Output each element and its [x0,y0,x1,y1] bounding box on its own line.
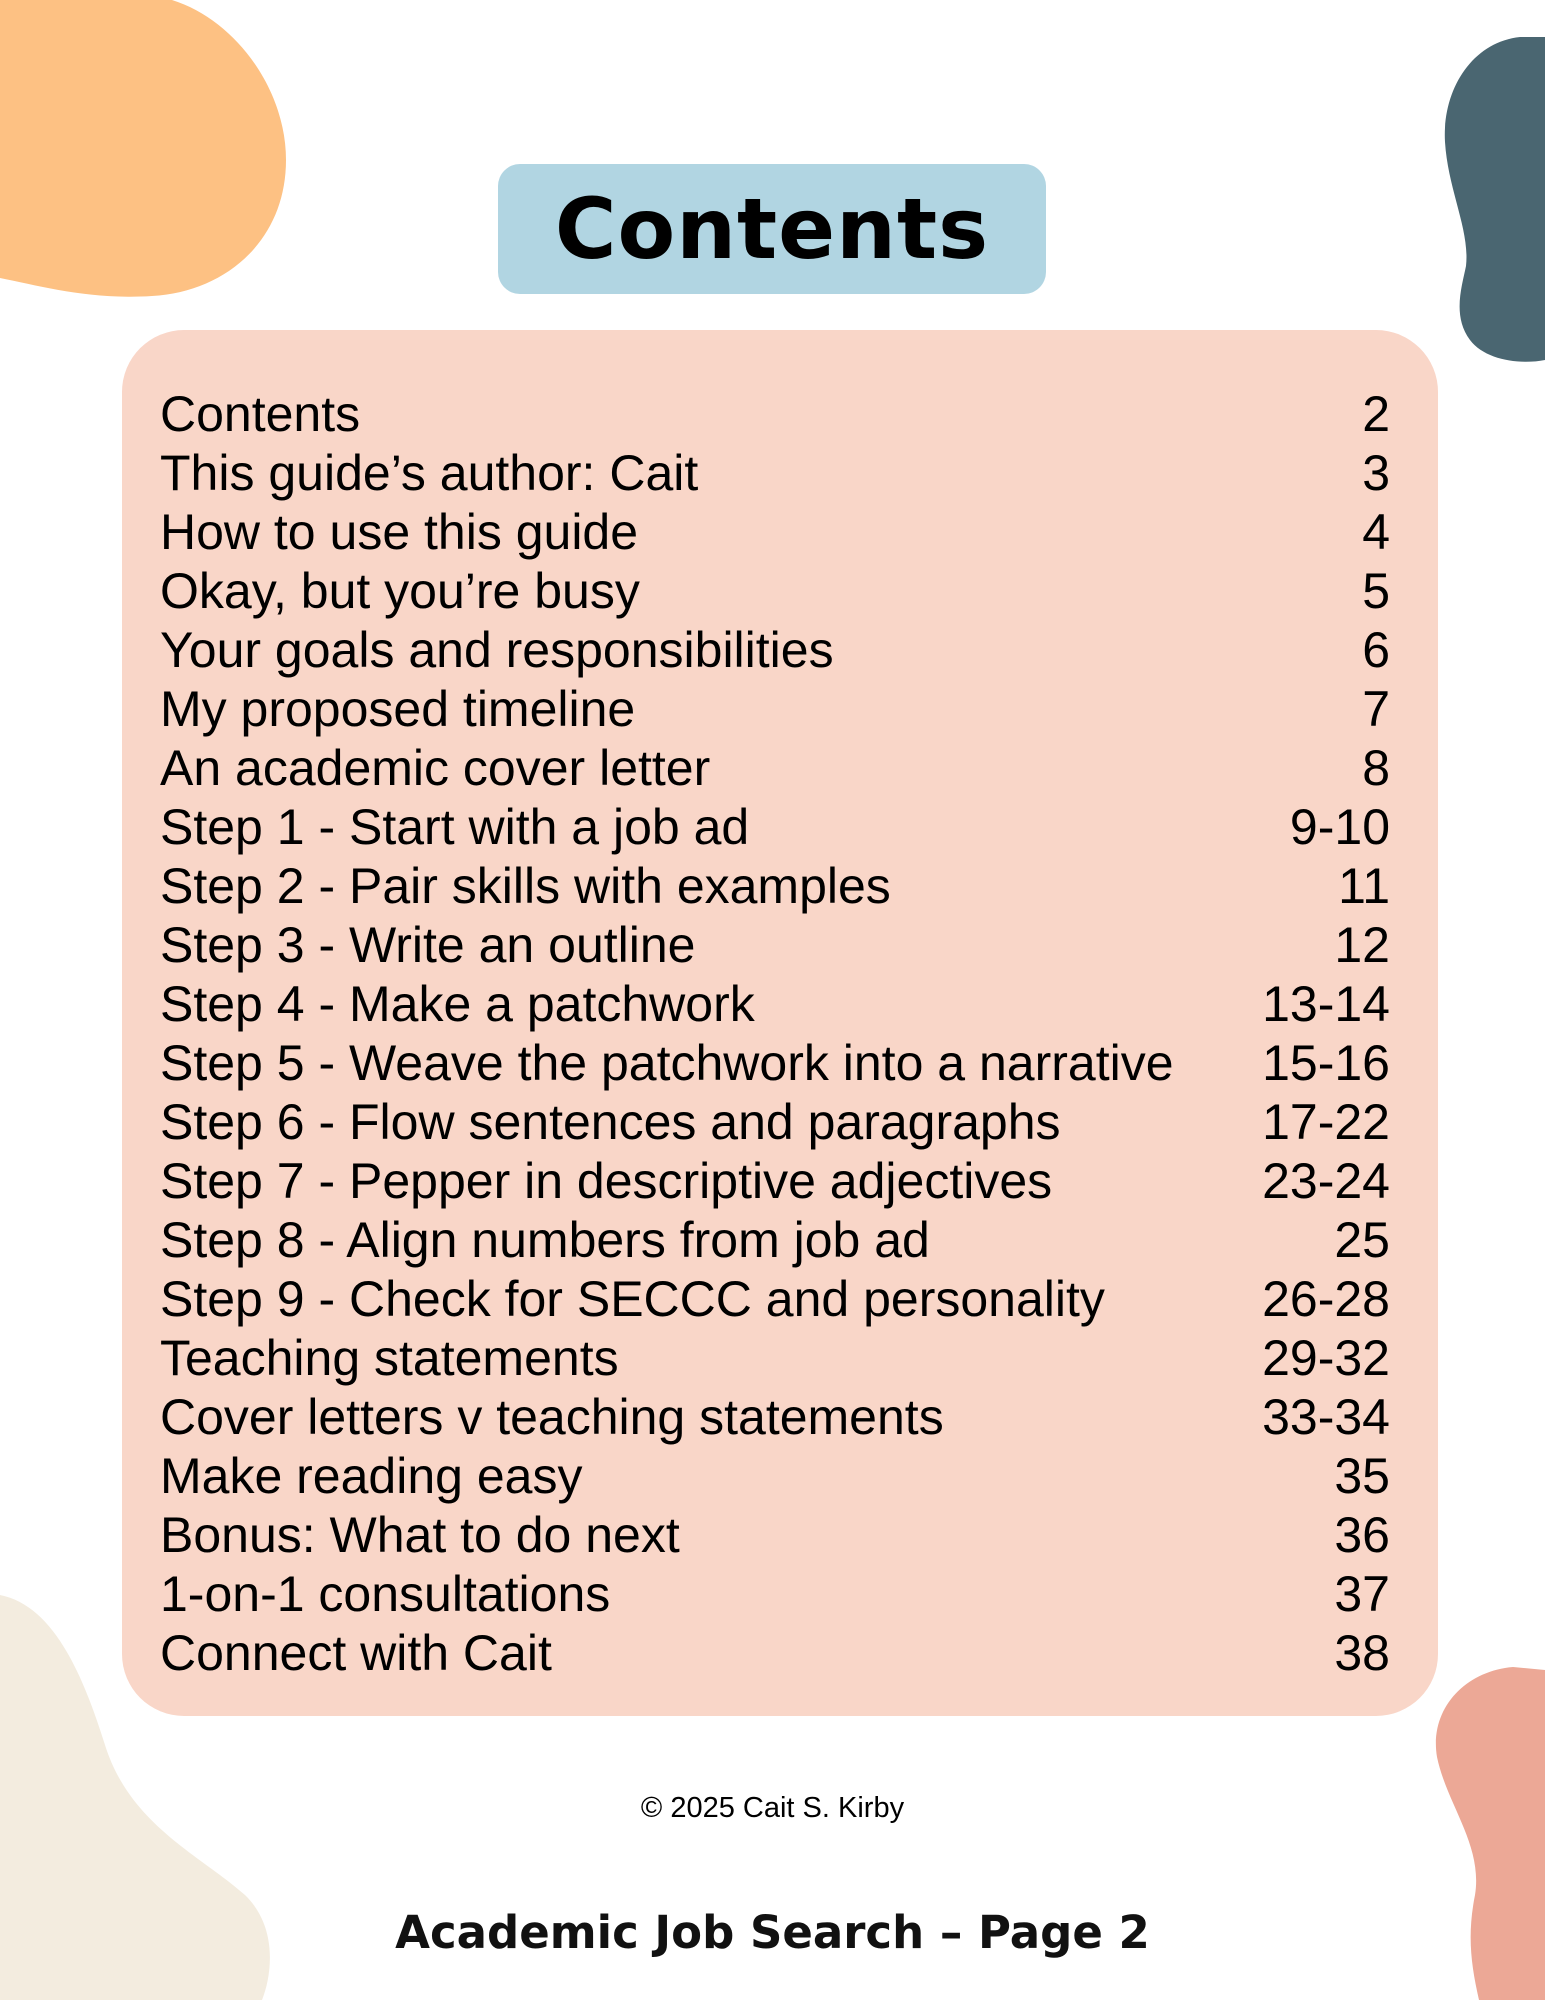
toc-entry-label: Step 2 - Pair skills with examples [160,858,891,914]
page-title: Contents [554,180,990,278]
toc-entry-label: Step 8 - Align numbers from job ad [160,1212,930,1268]
toc-entry-label: Step 4 - Make a patchwork [160,976,755,1032]
toc-entry-label: Your goals and responsibilities [160,622,834,678]
toc-entry-label: Bonus: What to do next [160,1507,680,1563]
toc-entry[interactable] [160,798,1390,857]
toc-entry-label: How to use this guide [160,504,639,560]
toc-entry-page: 37 [1334,1566,1390,1622]
toc-entry[interactable] [160,1211,1390,1270]
toc-entry-label: An academic cover letter [160,740,711,796]
toc-entry[interactable] [160,1506,1390,1565]
toc-entry-page: 35 [1334,1448,1390,1504]
toc-entry-page: 6 [1362,622,1390,678]
toc-entry-label: Step 5 - Weave the patchwork into a narrative [160,1035,1174,1091]
toc-entry-label: My proposed timeline [160,681,636,737]
page-footer: Academic Job Search – Page 2 [395,1906,1150,1959]
toc-entry-label: Cover letters v teaching statements [160,1389,944,1445]
toc-entry[interactable] [160,739,1390,798]
title-banner [498,164,1046,294]
toc-entry[interactable] [160,1152,1390,1211]
toc-entry[interactable] [160,1034,1390,1093]
slate-blob-shape [1445,37,1545,362]
toc-list [160,385,1390,1683]
toc-entry[interactable] [160,1447,1390,1506]
toc-entry[interactable] [160,385,1390,444]
toc-entry-label: Step 9 - Check for SECCC and personality [160,1271,1105,1327]
toc-entry[interactable] [160,503,1390,562]
toc-entry-label: Step 3 - Write an outline [160,917,696,973]
toc-entry-page: 33-34 [1262,1389,1390,1445]
toc-entry-page: 13-14 [1262,976,1390,1032]
toc-entry-page: 38 [1334,1625,1390,1681]
toc-entry-label: Contents [160,386,361,442]
toc-entry-label: Step 6 - Flow sentences and paragraphs [160,1094,1061,1150]
toc-entry[interactable] [160,1329,1390,1388]
toc-entry-page: 12 [1334,917,1390,973]
orange-blob-shape [0,0,286,297]
toc-entry-page: 36 [1334,1507,1390,1563]
toc-entry[interactable] [160,562,1390,621]
toc-entry-page: 17-22 [1262,1094,1390,1150]
toc-entry-label: Okay, but you’re busy [160,563,640,619]
toc-entry[interactable] [160,975,1390,1034]
toc-entry-page: 15-16 [1262,1035,1390,1091]
toc-entry[interactable] [160,1565,1390,1624]
toc-entry-label: Step 7 - Pepper in descriptive adjectives [160,1153,1053,1209]
slate-blob-decoration [1440,30,1545,370]
toc-entry[interactable] [160,1624,1390,1683]
toc-entry-page: 2 [1362,386,1390,442]
toc-entry-label: Teaching statements [160,1330,619,1386]
toc-entry-label: Step 1 - Start with a job ad [160,799,750,855]
toc-entry-page: 23-24 [1262,1153,1390,1209]
toc-entry-page: 9-10 [1289,799,1390,855]
toc-entry[interactable] [160,916,1390,975]
toc-entry-page: 3 [1362,445,1390,501]
toc-entry-page: 26-28 [1262,1271,1390,1327]
toc-entry-label: Make reading easy [160,1448,583,1504]
table-of-contents [122,330,1438,1716]
toc-entry-page: 29-32 [1262,1330,1390,1386]
toc-entry-page: 5 [1362,563,1390,619]
toc-entry[interactable] [160,1093,1390,1152]
toc-entry-page: 8 [1362,740,1390,796]
toc-entry[interactable] [160,444,1390,503]
orange-blob-decoration [0,0,300,300]
toc-entry-label: Connect with Cait [160,1625,552,1681]
toc-entry[interactable] [160,1270,1390,1329]
toc-entry-label: This guide’s author: Cait [160,445,699,501]
toc-entry[interactable] [160,680,1390,739]
toc-entry[interactable] [160,857,1390,916]
toc-entry-page: 4 [1362,504,1390,560]
toc-entry[interactable] [160,1388,1390,1447]
toc-entry-page: 7 [1362,681,1390,737]
toc-entry-page: 25 [1334,1212,1390,1268]
toc-entry-label: 1-on-1 consultations [160,1566,611,1622]
toc-entry-page: 11 [1338,858,1390,914]
copyright-notice: © 2025 Cait S. Kirby [640,1792,905,1824]
toc-entry[interactable] [160,621,1390,680]
